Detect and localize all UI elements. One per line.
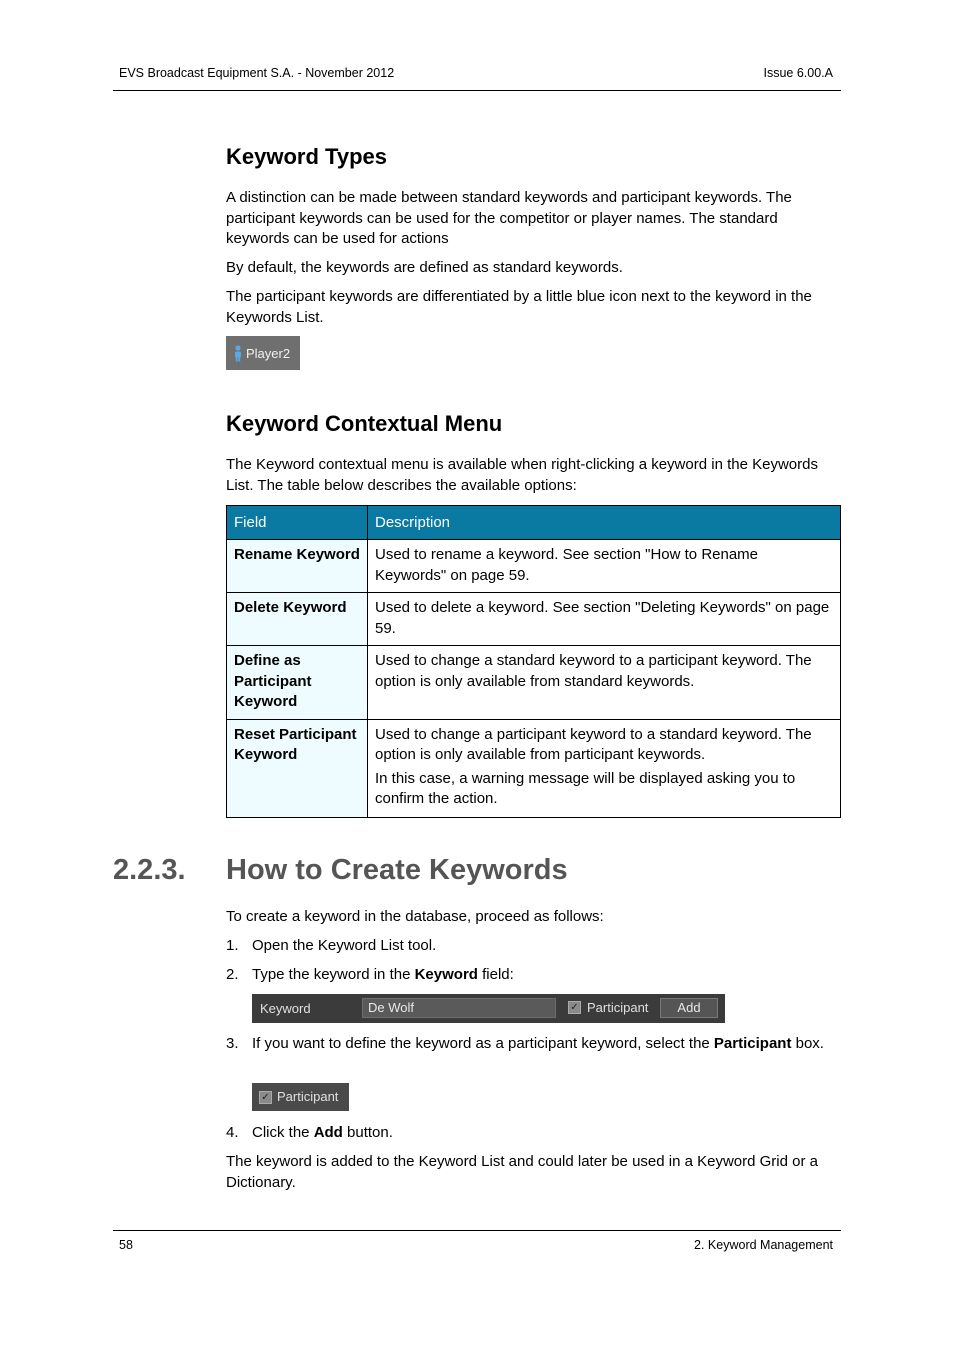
row-description-note: In this case, a warning message will be displayed asking you to confirm the action. — [375, 769, 796, 807]
step-number: 2. — [226, 966, 239, 983]
row-field: Rename Keyword — [227, 540, 368, 593]
keyword-types-heading: Keyword Types — [226, 144, 387, 169]
contextual-menu-heading: Keyword Contextual Menu — [226, 411, 503, 436]
contextual-menu-intro: The Keyword contextual menu is available when right-clicking a keyword in the Keywords List. The table below describes the available options: — [226, 456, 818, 494]
step-text-post: field: — [477, 966, 514, 983]
table-row — [227, 593, 841, 646]
keyword-input[interactable]: De Wolf — [362, 998, 556, 1018]
footer-rule — [113, 1230, 841, 1231]
row-description — [368, 540, 841, 593]
page-number: 58 — [119, 1238, 133, 1252]
keyword-types-p2: By default, the keywords are defined as standard keywords. — [226, 259, 623, 276]
row-field: Delete Keyword — [227, 593, 368, 646]
step-number: 1. — [226, 937, 239, 954]
step-text-post: button. — [342, 1124, 393, 1141]
row-description — [368, 719, 841, 817]
keyword-types-p3: The participant keywords are differentiated by a little blue icon next to the keyword in the Keywords List. — [226, 288, 812, 326]
step-text — [252, 965, 840, 986]
participant-checkbox-label: Participant — [277, 1089, 339, 1104]
header-rule — [113, 90, 841, 91]
participant-keyword-example — [226, 336, 300, 370]
row-description-text: Used to change a standard keyword to a participant keyword. The option is only available from standard keywords. — [375, 652, 812, 690]
section-intro: To create a keyword in the database, proceed as follows: — [226, 908, 604, 925]
row-description — [368, 593, 841, 646]
add-button[interactable]: Add — [660, 998, 718, 1018]
step-text — [252, 1123, 840, 1144]
step-text-post: box. — [791, 1035, 824, 1052]
keyword-entry-bar — [252, 994, 725, 1023]
table-header-row — [227, 506, 841, 540]
row-field: Define as Participant Keyword — [227, 646, 368, 720]
header-left: EVS Broadcast Equipment S.A. - November 2012 — [119, 66, 395, 80]
step-text-pre: Type the keyword in the — [252, 966, 415, 983]
section-title: How to Create Keywords — [226, 854, 568, 886]
step-text-pre: Click the — [252, 1124, 314, 1141]
participant-person-icon — [233, 344, 243, 362]
section-number: 2.2.3. — [113, 854, 186, 886]
example-tag-label: Player2 — [246, 345, 291, 361]
table-row — [227, 540, 841, 593]
keyword-field-label: Keyword — [260, 1001, 311, 1016]
col-description-header: Description — [368, 506, 841, 540]
step-number: 3. — [226, 1035, 239, 1052]
step-text-bold: Keyword — [414, 966, 478, 983]
table-row — [227, 646, 841, 720]
row-description-text: Used to delete a keyword. See section "Deleting Keywords" on page 59. — [375, 599, 830, 637]
step-text-bold: Participant — [713, 1035, 792, 1052]
keyword-types-p1: A distinction can be made between standard keywords and participant keywords. The participant keywords can be used for the competitor or player names. The standard keywords can be used for actions — [226, 189, 792, 247]
step-text — [252, 936, 840, 957]
row-field: Reset Participant Keyword — [227, 719, 368, 817]
contextual-menu-table — [226, 505, 841, 818]
header-right: Issue 6.00.A — [763, 66, 833, 80]
section-outro: The keyword is added to the Keyword List and could later be used in a Keyword Grid or a Dictionary. — [226, 1153, 818, 1191]
table-row — [227, 719, 841, 817]
row-description — [368, 646, 841, 720]
participant-checkbox-example — [252, 1083, 349, 1111]
participant-checkbox[interactable]: ✓ — [568, 1001, 581, 1014]
step-number: 4. — [226, 1124, 239, 1141]
participant-checkbox-label: Participant — [587, 1000, 649, 1015]
step-text-pre: Open the Keyword List tool. — [252, 937, 437, 954]
chapter-name: 2. Keyword Management — [694, 1238, 833, 1252]
row-description-text: Used to change a participant keyword to a standard keyword. The option is only available from participant keywords. — [375, 725, 812, 763]
row-description-text: Used to rename a keyword. See section "How to Rename Keywords" on page 59. — [375, 546, 759, 584]
col-field-header: Field — [227, 506, 368, 540]
step-text — [252, 1034, 840, 1055]
step-text-bold: Add — [313, 1124, 343, 1141]
participant-checkbox[interactable]: ✓ — [259, 1091, 272, 1104]
step-text-pre: If you want to define the keyword as a participant keyword, select the — [252, 1035, 714, 1052]
